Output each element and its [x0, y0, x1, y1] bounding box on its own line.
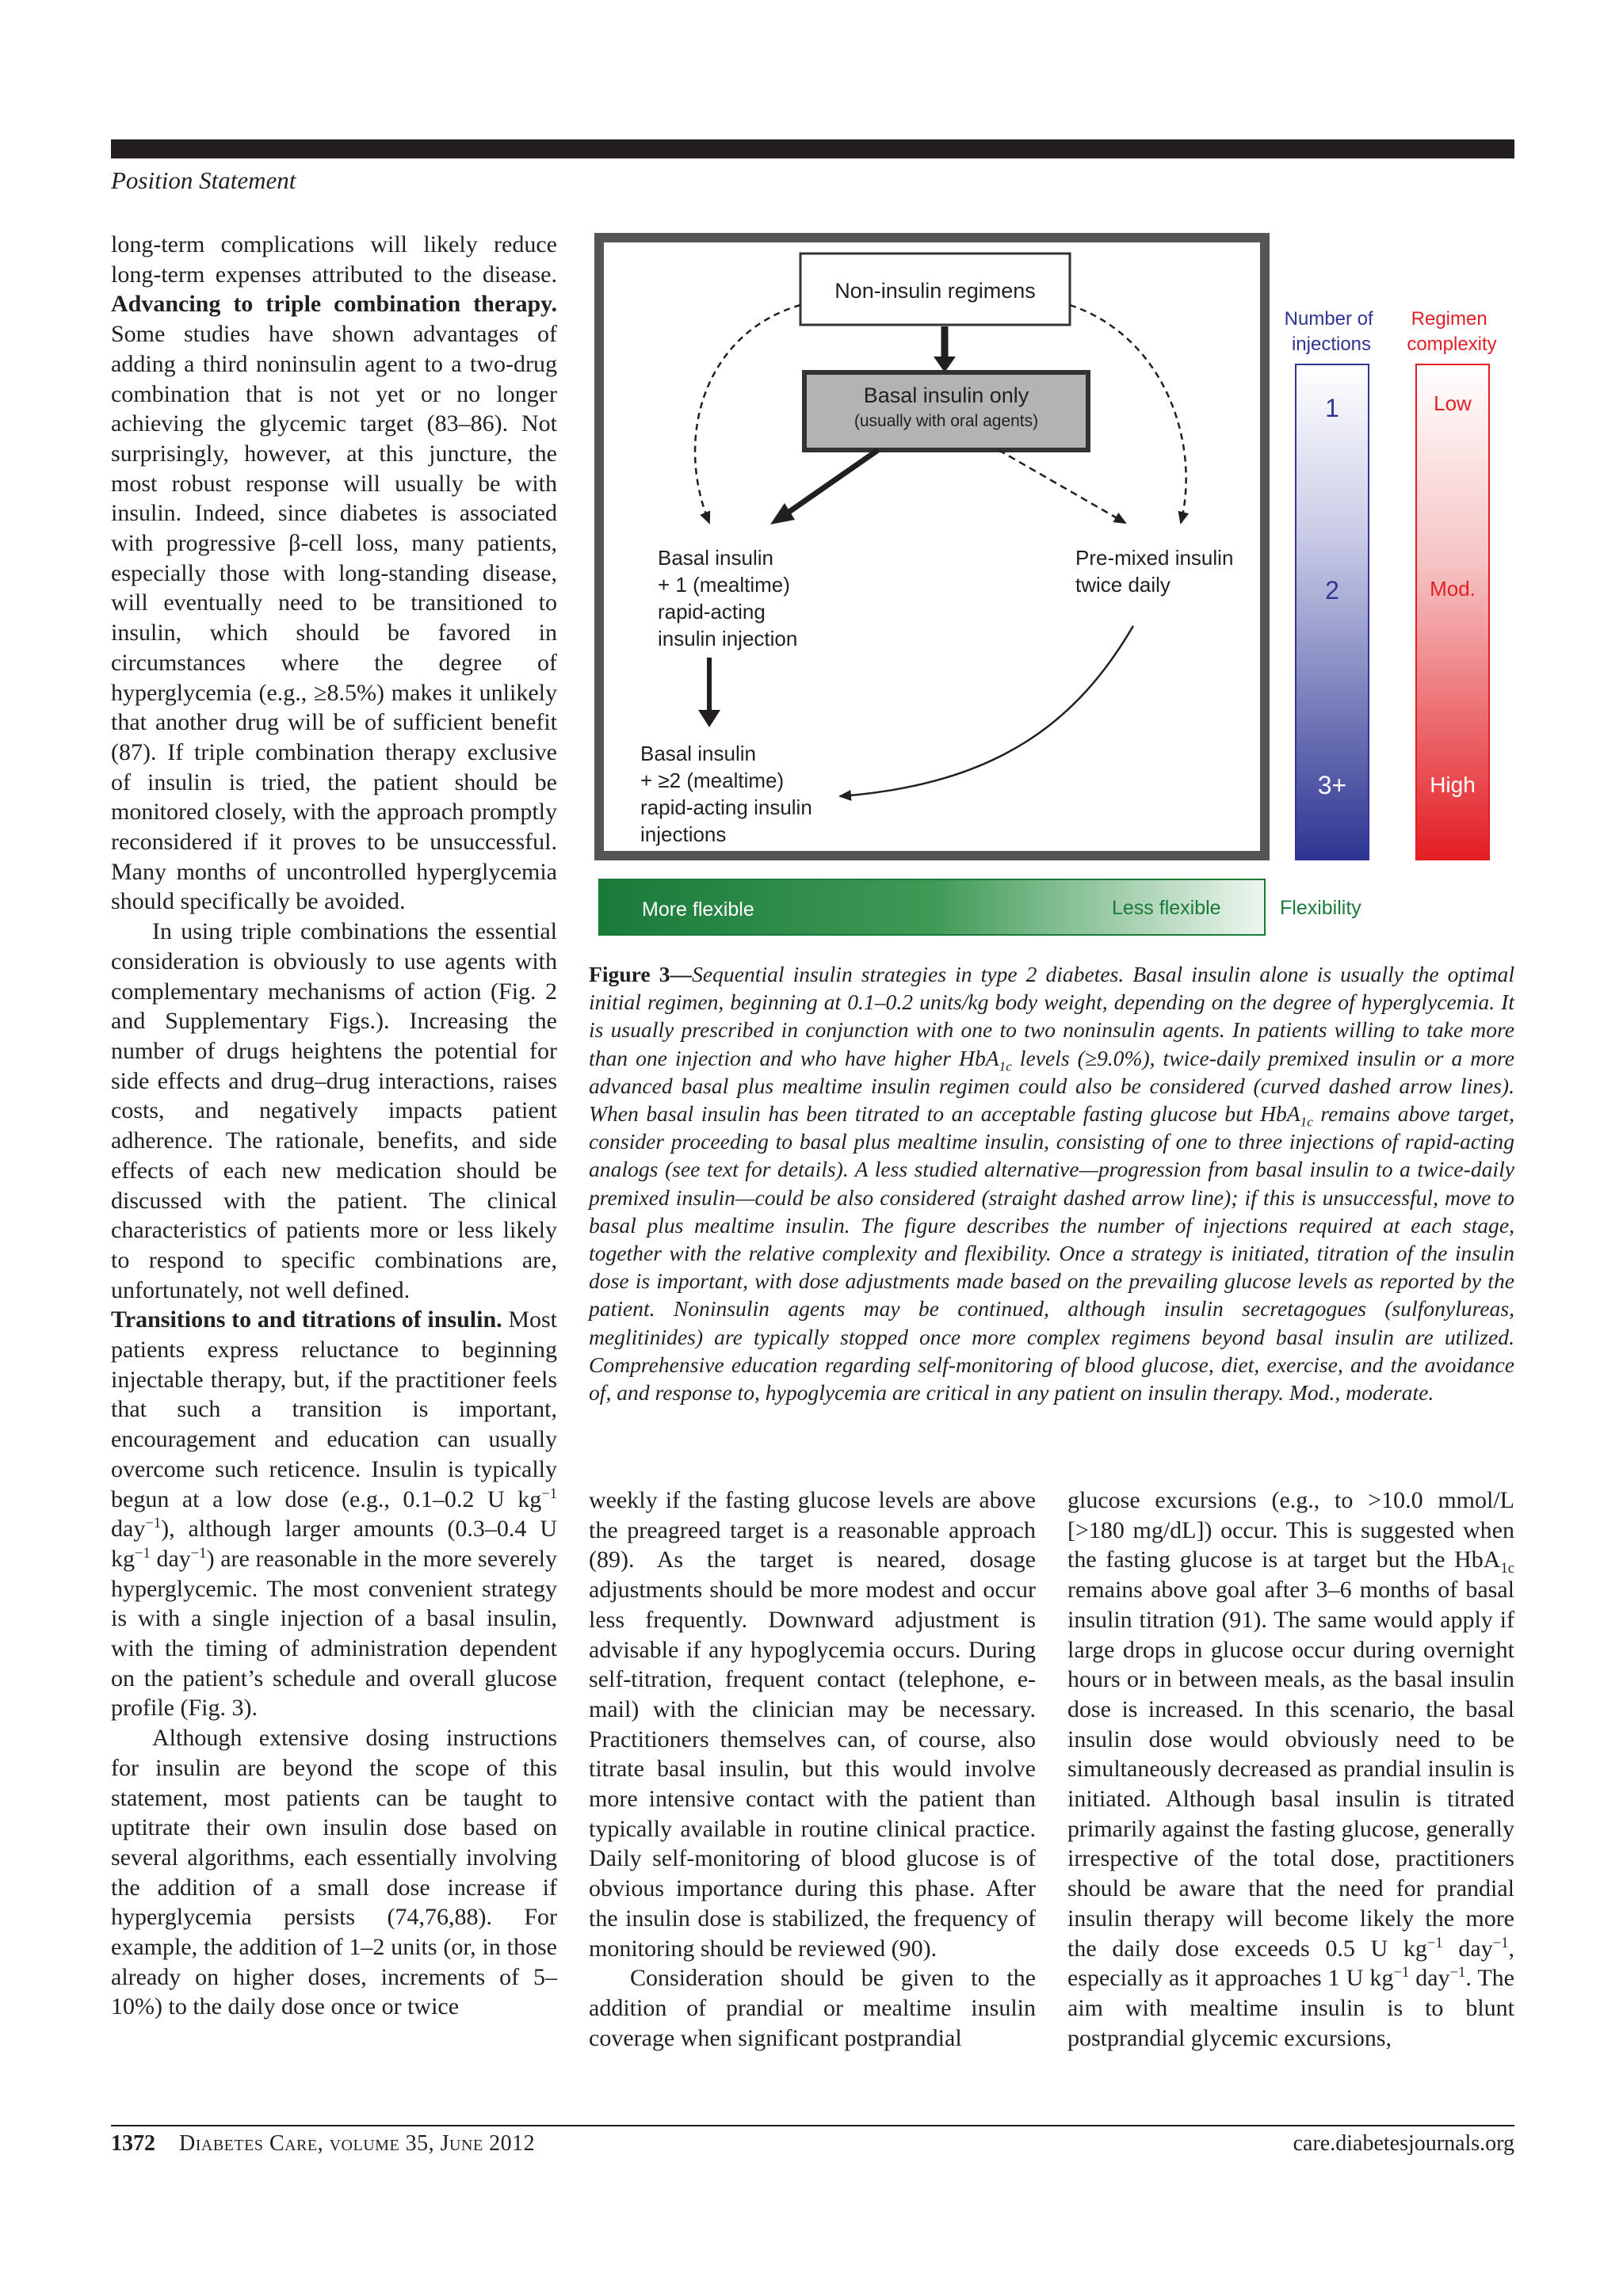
option-basal-plus-one: Basal insulin + 1 (mealtime) rapid-acting insulin injection [658, 546, 798, 650]
complexity-level-low: Low [1434, 391, 1472, 415]
footer-rule [111, 2125, 1514, 2126]
middle-paragraph-1: weekly if the fasting glucose levels are above the preagreed target is a reasonable approach (89). As the target is neared, dosage adjustments should be more modest and occur less frequently. Downward adjustment is advisable if any hypoglycemia occurs. During self-titration, frequent contact (telephone, e-mail) with the clinician may be necessary. Practitioners themselves can, of course, also titrate basal insulin, but this would involve more intensive contact with the patient than typically available in routine clinical practice. Daily self-monitoring of blood glucose is of obvious importance during this phase. After the insulin dose is stabilized, the frequency of monitoring should be reviewed (90). [589, 1487, 1036, 1962]
journal-citation: Diabetes Care, volume 35, June 2012 [179, 2131, 536, 2156]
complexity-header: Regimen complexity [1407, 308, 1497, 355]
figure-3 [586, 230, 1514, 951]
heading-triple-combination: Advancing to triple combination therapy. [111, 291, 557, 318]
left-paragraph-2: In using triple combinations the essential consideration is obviously to use agents with complementary mechanisms of action (Fig. 2 and Supplementary Figs.). Increasing the number of drugs heightens the potential for side effects and drug–drug interactions, raises costs, and negatively impacts patient adherence. The rationale, benefits, and side effects of each new medication should be discussed with the patient. The clinical characteristics of patients more or less likely to respond to specific combinations are, unfortunately, not well defined. [111, 918, 557, 1303]
heading-transitions-insulin: Transitions to and titrations of insulin. [111, 1306, 502, 1333]
left-column [111, 230, 557, 2022]
box-non-insulin-label: Non-insulin regimens [834, 279, 1036, 303]
injections-level-2: 2 [1325, 576, 1339, 605]
journal-url[interactable]: care.diabetesjournals.org [1293, 2131, 1514, 2156]
left-paragraph-1: long-term complications will likely reduce long-term expenses attributed to the disease. Advancing to triple combination therapy. Some studies have shown advantages of adding a third noninsulin agent to a two-drug combination that is not yet or no longer achieving the glycemic target (83–86). Not surprisingly, however, at this juncture, the most robust response will usually be with insulin. Indeed, since diabetes is associated with progressive β-cell loss, many patients, especially those with long-standing disease, will eventually need to be transitioned to insulin, which should be favored in circumstances where the degree of hyperglycemia (e.g., ≥8.5%) makes it unlikely that another drug will be of sufficient benefit (87). If triple combination therapy exclusive of insulin is tried, the patient should be monitored closely, with the approach promptly reconsidered if it proves to be unsuccessful. Many months of uncontrolled hyperglycemia should specifically be avoided. [111, 231, 557, 915]
injections-header: Number of injections [1284, 308, 1373, 355]
option-premixed: Pre-mixed insulin twice daily [1075, 546, 1234, 597]
right-paragraph-1: glucose excursions (e.g., to >10.0 mmol/L [>180 mg/dL]) occur. This is suggested when the fasting glucose is at target but the HbA$_{1c}$ remains above goal after 3–6 months of basal insulin titration (91). The same would apply if large drops in glucose occur during overnight hours or in between meals, as the basal insulin dose is increased. In this scenario, the basal insulin dose would obviously need to be simultaneously decreased as prandial insulin is initiated. Although basal insulin is titrated primarily against the fasting glucose, generally irrespective of the total dose, practitioners should be aware that the need for prandial insulin therapy will become likely the more the daily dose exceeds 0.5 U $kg^{-1}$ day$^{-1}$, especially as it approaches 1 U $kg^{-1}$ day$^{-1}$. The aim with mealtime insulin is to blunt postprandial glycemic excursions, [1067, 1487, 1514, 2051]
flexibility-less: Less flexible [1112, 897, 1221, 919]
complexity-level-mod: Mod. [1430, 577, 1476, 601]
figure-caption: Figure 3—Sequential insulin strategies in type 2 diabetes. Basal insulin alone is usually the optimal initial regimen, beginning at 0.1–0.2 units/kg body weight, depending on the degree of hyperglycemia. It is usually prescribed in conjunction with one to two noninsulin agents. In patients willing to take more than one injection and who have higher HbA$_{1c}$ levels (≥9.0%), twice-daily premixed insulin or a more advanced basal plus mealtime insulin regimen could also be considered (curved dashed arrow lines). When basal insulin has been titrated to an acceptable fasting glucose but HbA$_{1c}$ remains above target, consider proceeding to basal plus mealtime insulin, consisting of one to three injections of rapid-acting analogs (see text for details). A less studied alternative—progression from basal insulin to a twice-daily premixed insulin—could be also considered (straight dashed arrow line); if this is unsuccessful, move to basal plus mealtime insulin. The figure describes the number of injections required at each stage, together with the relative complexity and flexibility. Once a strategy is initiated, titration of the insulin dose is important, with dose adjustments made based on the prevailing glucose levels as reported by the patient. Noninsulin agents may be continued, although insulin secretagogues (sulfonylureas, meglitinides) are typically stopped once more complex regimens beyond basal insulin are utilized. Comprehensive education regarding self-monitoring of blood glucose, diet, exercise, and the avoidance of, and response to, hypoglycemia are critical in any patient on insulin therapy. Mod., moderate. [589, 962, 1514, 1405]
injections-level-3: 3+ [1317, 771, 1347, 799]
box-basal-only-sub: (usually with oral agents) [854, 412, 1039, 430]
caption-label: Figure 3 [589, 962, 670, 986]
page-number: 1372 [111, 2131, 155, 2156]
left-paragraph-4: Although extensive dosing instructions for insulin are beyond the scope of this statement, most patients can be taught to uptitrate their own insulin dose based on several algorithms, each essentially involving the addition of a small dose increase if hyperglycemia persists (74,76,88). For example, the addition of 1–2 units (or, in those already on higher doses, increments of 5–10%) to the daily dose once or twice [111, 1725, 557, 2020]
complexity-level-high: High [1430, 772, 1476, 797]
box-basal-only-title: Basal insulin only [863, 383, 1029, 407]
flexibility-more: More flexible [642, 898, 754, 921]
right-column [1067, 1486, 1514, 2053]
header-rule [111, 139, 1514, 158]
section-label: Position Statement [111, 166, 296, 194]
left-paragraph-3: Transitions to and titrations of insulin. Most patients express reluctance to beginning injectable therapy, but, if the practitioner feels that such a transition is important, encouragement and education can usually overcome such reticence. Insulin is typically begun at a low dose (e.g., 0.1–0.2 U $kg^{-1}$ day$^{-1}$), although larger amounts (0.3–0.4 U $kg^{-1}$ day$^{-1}$) are reasonable in the more severely hyperglycemic. The most convenient strategy is with a single injection of a basal insulin, with the timing of administration dependent on the patient’s schedule and overall glucose profile (Fig. 3). [111, 1306, 557, 1722]
middle-column [589, 1486, 1036, 2053]
option-basal-plus-two: Basal insulin + ≥2 (mealtime) rapid-acting insulin injections [640, 742, 812, 846]
footer-left [111, 2131, 535, 2157]
flexibility-label: Flexibility [1280, 897, 1361, 919]
injections-level-1: 1 [1325, 394, 1339, 422]
middle-paragraph-2: Consideration should be given to the addition of prandial or mealtime insulin coverage when significant postprandial [589, 1965, 1036, 2051]
